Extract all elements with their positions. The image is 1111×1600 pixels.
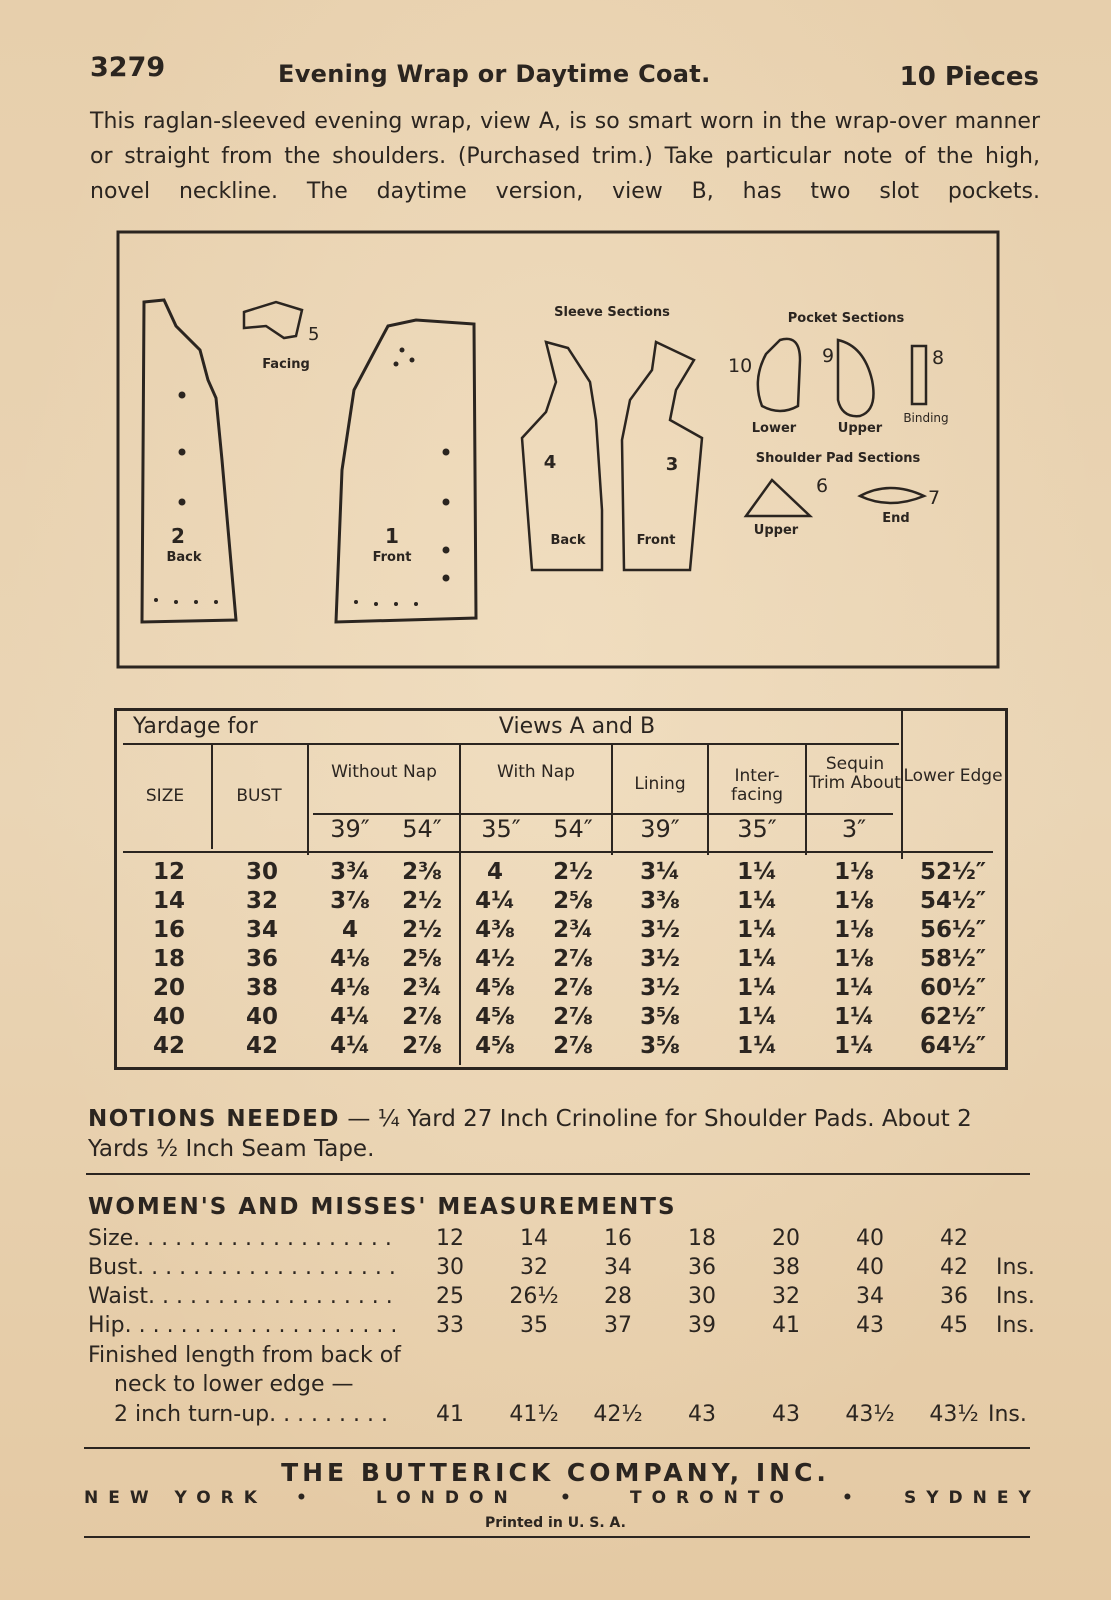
yardage-row: 12 30 3¾ 2⅜ 4 2½ 3¼ 1¼ 1⅛ 52½″ [152,859,987,885]
yardage-row: 40 40 4¼ 2⅞ 4⅝ 2⅞ 3⅝ 1¼ 1¼ 62½″ [152,1004,987,1030]
pocket-lower-label: Lower [751,421,797,436]
pattern-title: Evening Wrap or Daytime Coat. [278,60,711,88]
col-interfacing-header: Inter-facing [730,766,784,805]
sleeve-back-number: 4 [543,452,557,473]
col-bust-header: BUST [236,786,282,806]
divider [84,1536,1030,1538]
yardage-row: 20 38 4⅛ 2¾ 4⅝ 2⅞ 3½ 1¼ 1¼ 60½″ [152,975,987,1001]
pocket-sections-label: Pocket Sections [787,311,905,326]
pocket-lower-shape [758,339,800,411]
width-without-nap-54: 54″ [402,815,442,843]
measurements-title: WOMEN'S AND MISSES' MEASUREMENTS [88,1194,677,1220]
pattern-envelope-back: 3279 Evening Wrap or Daytime Coat. 10 Pieces This raglan-sleeved evening wrap, view A, is so smart worn in the wrap-over manner or straight from the shoulders. (Purchased trim.) Take particular note of the high, novel neckline. The daytime version, view B, has two slot pockets. 2 Back 5 Facing 1 Front Sleeve Sections 4 Back 3 Front Pocket Sections 10 Lower 9 Upper 8 Binding Shoulder Pad Sections 6 Upper 7 End Yardage for Views A and B SIZE BUST Without Nap With Nap Lining Inter-facing Sequin Trim About Lower Edge 39″ 54″ 35″ 54″ 39″ 35″ 3″ 12 30 3¾ 2⅜ 4 2½ 3¼ 1¼ 1⅛ 52½″ 14 32 3⅞ 2½ 4¼ 2⅝ 3⅜ 1¼ 1⅛ 54½″ 16 34 4 2½ 4⅜ 2¾ 3½ 1¼ 1⅛ 56½″ 18 36 4⅛ 2⅝ 4½ 2⅞ 3½ 1¼ 1⅛ 58½″ 20 38 4⅛ 2¾ 4⅝ 2⅞ 3½ 1¼ 1¼ 60½″ 40 40 4¼ 2⅞ 4⅝ 2⅞ 3⅝ 1¼ 1¼ 62½″ 42 42 4¼ 2⅞ 4⅝ 2⅞ 3⅝ 1¼ 1¼ 64½″ NOTIONS NEEDED — ¼ Yard 27 Inch Crinoline for Shoulder Pads. About 2 Yards ½ Inch Seam Tape. WOMEN'S AND MISSES' MEASUREMENTS Size. . . . . . . . . . . . . . . . . . . 12 14 16 18 20 40 42 Bust. . . . . . . . . . . . . . . . . . . 30 32 34 36 38 40 42 Ins. Waist. . . . . . . . . . . . . . . . . . 25 26½ 28 30 32 34 36 Ins. Hip. . . . . . . . . . . . . . . . . . . . 33 35 37 39 41 43 45 Ins. Finished length from back of neck to lower edge — 2 inch turn-up. . . . . . . . . 41 41½ 42½ 43 43 43½ 43½ Ins. THE BUTTERICK COMPANY, INC. NEW YORK • LONDON • TORONTO • SYDNEY Printed in U. S. A. [0,0,1111,1600]
col-lower-edge-header: Lower Edge [903,766,1003,786]
finished-length-line-1: Finished length from back of [88,1343,401,1368]
pocket-upper-label: Upper [837,421,883,436]
shoulder-pad-upper-number: 6 [816,475,829,497]
facing-piece-number: 5 [308,324,320,345]
printed-in: Printed in U. S. A. [485,1515,626,1531]
pattern-description: This raglan-sleeved evening wrap, view A, is so smart worn in the wrap-over manner or straight from the shoulders. (Purchased trim.) Take particular note of the high, novel neckline. The daytime version, view B, has two slot pockets. [90,109,1040,204]
yardage-row: 18 36 4⅛ 2⅝ 4½ 2⅞ 3½ 1¼ 1⅛ 58½″ [152,946,987,972]
binding-shape [912,346,926,404]
piece-count: 10 Pieces [899,62,1039,92]
front-piece-shape [336,320,476,622]
width-with-nap-35: 35″ [481,815,521,843]
front-piece-label: Front [372,550,412,565]
width-sequin-3: 3″ [841,815,867,843]
divider [86,1173,1030,1175]
shoulder-pad-upper-shape [746,480,810,516]
width-without-nap-39: 39″ [330,815,370,843]
yardage-row: 42 42 4¼ 2⅞ 4⅝ 2⅞ 3⅝ 1¼ 1¼ 64½″ [152,1033,987,1059]
yardage-row: 14 32 3⅞ 2½ 4¼ 2⅝ 3⅜ 1¼ 1⅛ 54½″ [152,888,987,914]
shoulder-pad-end-label: End [882,511,910,526]
notions-heading: NOTIONS NEEDED [88,1106,340,1132]
pattern-pieces-svg [116,230,1011,678]
col-without-nap-header: Without Nap [331,762,437,782]
sleeve-back-label: Back [550,533,586,548]
binding-number: 8 [932,347,945,369]
measurement-row-bust: Bust. . . . . . . . . . . . . . . . . . . 30 32 34 36 38 40 42 Ins. [88,1255,1035,1280]
company-name: THE BUTTERICK COMPANY, INC. [281,1458,830,1487]
shoulder-pad-sections-label: Shoulder Pad Sections [755,451,921,466]
measurement-row-waist: Waist. . . . . . . . . . . . . . . . . . 25 26½ 28 30 32 34 36 Ins. [88,1284,1035,1309]
back-piece-label: Back [166,550,202,565]
yardage-row: 16 34 4 2½ 4⅜ 2¾ 3½ 1¼ 1⅛ 56½″ [152,917,987,943]
finished-length-row: 2 inch turn-up. . . . . . . . . 41 41½ 42½ 43 43 43½ 43½ Ins. [114,1402,1027,1427]
width-with-nap-54: 54″ [553,815,593,843]
pocket-upper-number: 9 [822,345,835,367]
pocket-lower-number: 10 [728,355,753,377]
width-interfacing-35: 35″ [737,815,777,843]
col-size-header: SIZE [145,786,185,806]
sleeve-front-label: Front [636,533,676,548]
col-lining-header: Lining [634,774,686,794]
shoulder-pad-upper-label: Upper [753,523,799,538]
measurement-row-size: Size. . . . . . . . . . . . . . . . . . . 12 14 16 18 20 40 42 [88,1226,968,1251]
facing-piece-shape [244,302,302,338]
front-piece-number: 1 [385,524,399,548]
notions-text: — ¼ Yard 27 Inch Crinoline for Shoulder Pads. About 2 Yards ½ Inch Seam Tape. [88,1106,972,1162]
col-sequin-header: Sequin Trim About [809,754,901,793]
binding-label: Binding [903,411,949,425]
back-piece-number: 2 [171,524,185,548]
col-with-nap-header: With Nap [497,762,575,782]
sleeve-sections-label: Sleeve Sections [554,305,670,320]
measurement-row-hip: Hip. . . . . . . . . . . . . . . . . . . . 33 35 37 39 41 43 45 Ins. [88,1313,1035,1338]
finished-length-line-2: neck to lower edge — [114,1372,354,1397]
shoulder-pad-end-number: 7 [928,487,941,509]
width-lining-39: 39″ [640,815,680,843]
notions-needed [88,1104,1038,1164]
shoulder-pad-end-shape [860,488,924,503]
sleeve-front-number: 3 [665,454,679,475]
pocket-upper-shape [838,340,874,416]
pattern-pieces-diagram [116,230,1011,678]
back-piece-shape [142,300,236,622]
yardage-table [114,708,1008,1070]
divider [84,1447,1030,1449]
facing-piece-label: Facing [262,357,310,372]
yardage-title: Yardage for [133,714,258,739]
yardage-views: Views A and B [498,714,656,739]
pattern-number: 3279 [90,52,166,83]
